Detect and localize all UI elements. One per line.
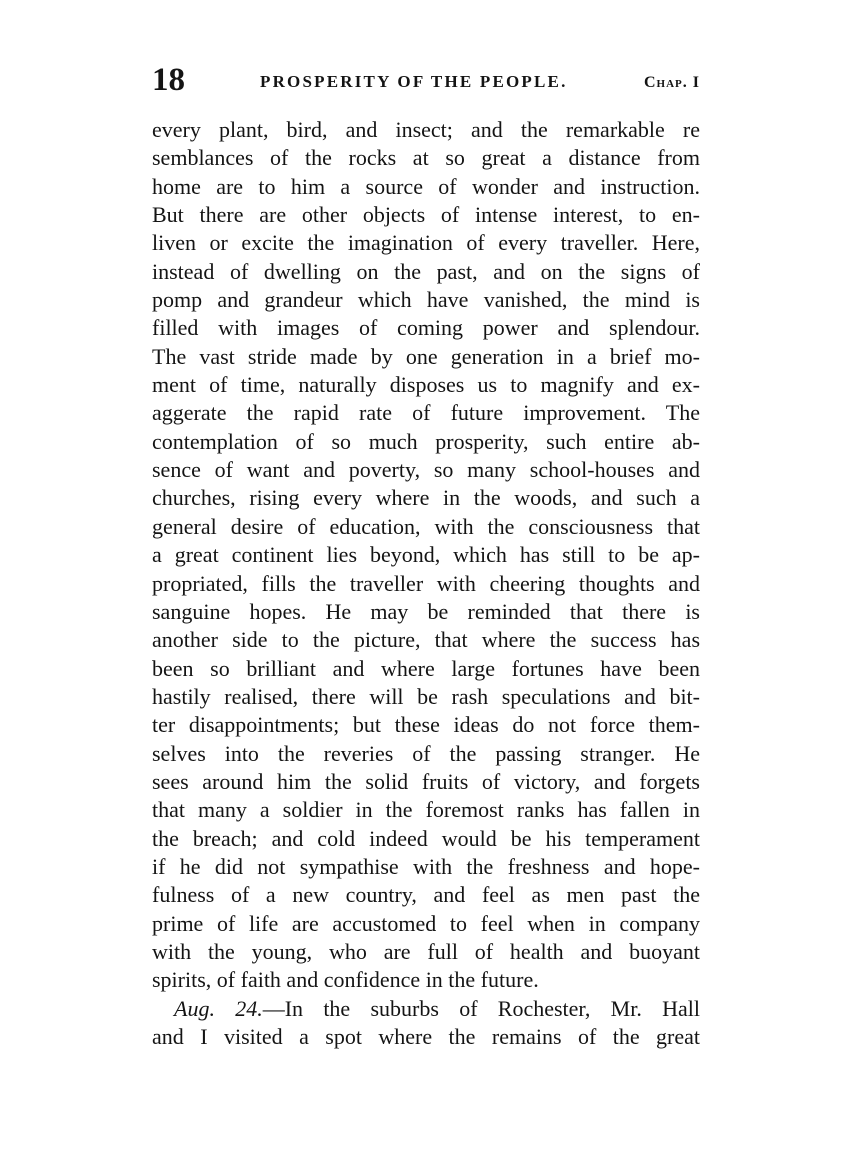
text-line: a great continent lies beyond, which has still to be ap- bbox=[152, 542, 700, 568]
text-line: another side to the picture, that where the success has bbox=[152, 627, 700, 653]
text-line: hastily realised, there will be rash speculations and bit- bbox=[152, 683, 700, 709]
text-line: sees around him the solid fruits of victory, and forgets bbox=[152, 768, 700, 794]
text-line: home are to him a source of wonder and instruction. bbox=[152, 173, 700, 199]
text-line: every plant, bird, and insect; and the remarkable re bbox=[152, 117, 700, 142]
text-line: contemplation of so much prosperity, such entire ab- bbox=[152, 428, 700, 454]
text-line: liven or excite the imagination of every traveller. Here, bbox=[152, 230, 700, 256]
text-line: filled with images of coming power and splendour. bbox=[152, 315, 700, 341]
paragraph-start-line bbox=[152, 995, 700, 1023]
text-line: churches, rising every where in the woods, and such a bbox=[152, 485, 700, 511]
chapter-mark: Chap. I bbox=[643, 74, 700, 91]
page-number: 18 bbox=[152, 62, 185, 98]
text-line: But there are other objects of intense interest, to en- bbox=[152, 202, 700, 228]
text-line: and I visited a spot where the remains of the great bbox=[152, 1024, 700, 1049]
text-line: if he did not sympathise with the freshness and hope- bbox=[152, 853, 700, 879]
text-line: ter disappointments; but these ideas do not force them- bbox=[152, 712, 700, 738]
text-line: instead of dwelling on the past, and on the signs of bbox=[152, 258, 700, 284]
text-line: pomp and grandeur which have vanished, the mind is bbox=[152, 287, 700, 313]
body-text bbox=[152, 116, 700, 1051]
text-line: selves into the reveries of the passing stranger. He bbox=[152, 740, 700, 766]
text-line: semblances of the rocks at so great a distance from bbox=[152, 145, 700, 171]
text-fragment: —In the suburbs of Rochester, Mr. Hall bbox=[262, 995, 700, 1021]
text-line: fulness of a new country, and feel as men past the bbox=[152, 882, 700, 908]
text-line: aggerate the rapid rate of future improvement. The bbox=[152, 400, 700, 426]
date-heading: Aug. 24. bbox=[174, 995, 263, 1021]
text-line: general desire of education, with the consciousness that bbox=[152, 513, 700, 539]
text-line: prime of life are accustomed to feel when in company bbox=[152, 910, 700, 936]
text-line: spirits, of faith and confidence in the future. bbox=[152, 967, 539, 993]
text-line: been so brilliant and where large fortunes have been bbox=[152, 655, 700, 681]
running-title: PROSPERITY OF THE PEOPLE. bbox=[260, 72, 568, 91]
running-head bbox=[152, 62, 700, 102]
text-line: propriated, fills the traveller with cheering thoughts and bbox=[152, 570, 700, 596]
text-line: sence of want and poverty, so many school-houses and bbox=[152, 457, 700, 483]
text-line: that many a soldier in the foremost ranks has fallen in bbox=[152, 797, 700, 823]
text-line: the breach; and cold indeed would be his temperament bbox=[152, 825, 700, 851]
text-line: The vast stride made by one generation in a brief mo- bbox=[152, 343, 700, 369]
text-line: ment of time, naturally disposes us to magnify and ex- bbox=[152, 372, 700, 398]
text-line: with the young, who are full of health and buoyant bbox=[152, 938, 700, 964]
text-line: sanguine hopes. He may be reminded that there is bbox=[152, 598, 700, 624]
